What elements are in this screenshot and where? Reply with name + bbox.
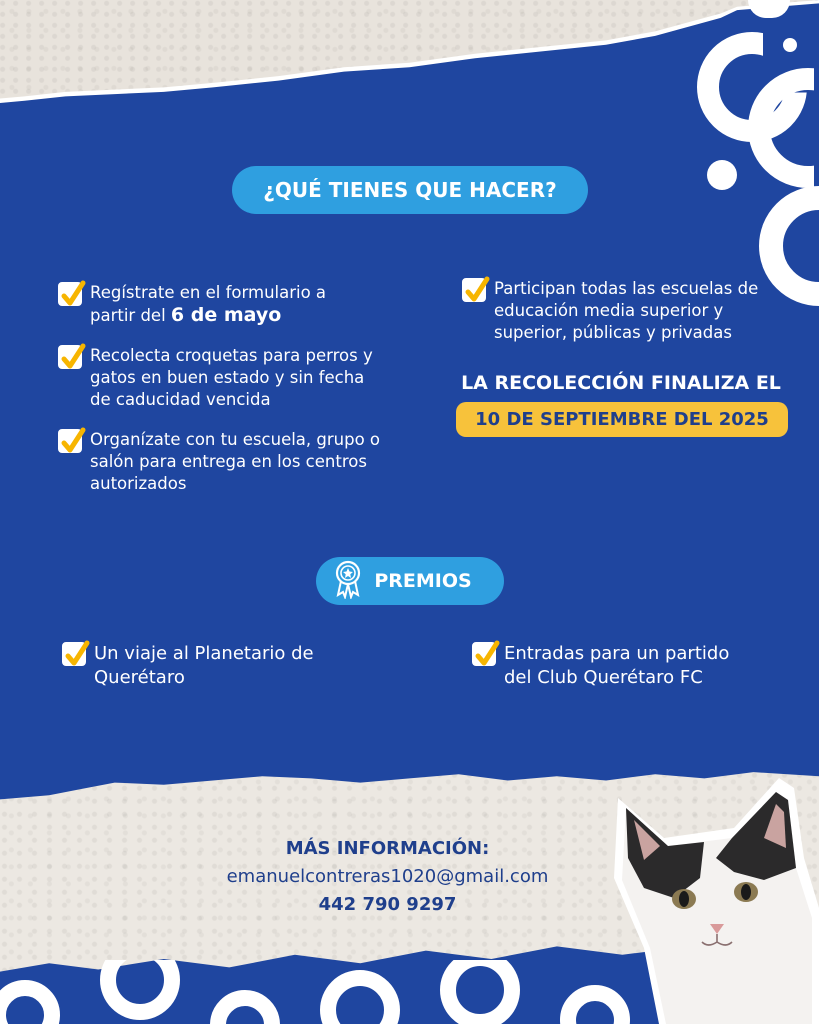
decor-dot [707, 160, 737, 190]
contact-title: MÁS INFORMACIÓN: [285, 838, 490, 859]
list-item: Participan todas las escuelas de educación media superior y superior, públicas y privadas [462, 278, 762, 344]
check-icon [58, 345, 82, 369]
decor-dot [748, 0, 790, 18]
prize-item: Un viaje al Planetario de Querétaro [62, 642, 332, 690]
contact-email[interactable]: emanuelcontreras1020@gmail.com [226, 866, 549, 887]
decor-rings-bottom [0, 960, 700, 1024]
contact-phone[interactable]: 442 790 9297 [318, 894, 457, 915]
deadline-date-badge: 10 DE SEPTIEMBRE DEL 2025 [456, 402, 788, 437]
prize-item: Entradas para un partido del Club Querétaro FC [472, 642, 762, 690]
section-title-prizes [316, 557, 504, 605]
check-icon [462, 278, 486, 302]
check-icon [58, 282, 82, 306]
section-title-what: ¿QUÉ TIENES QUE HACER? [232, 166, 588, 214]
kitten-photo [604, 768, 819, 1024]
prizes-label: PREMIOS [374, 570, 472, 592]
list-item: Regístrate en el formulario a partir del 6 de mayo [58, 282, 358, 327]
award-ribbon-icon [332, 559, 364, 604]
list-item: Organízate con tu escuela, grupo o salón para entrega en los centros autorizados [58, 429, 398, 495]
deadline-heading: LA RECOLECCIÓN FINALIZA EL [461, 372, 781, 394]
decor-dot [783, 38, 797, 52]
list-item: Recolecta croquetas para perros y gatos en buen estado y sin fecha de caducidad vencida [58, 345, 378, 411]
check-icon [58, 429, 82, 453]
decor-ring [759, 186, 819, 306]
check-icon [62, 642, 86, 666]
check-icon [472, 642, 496, 666]
